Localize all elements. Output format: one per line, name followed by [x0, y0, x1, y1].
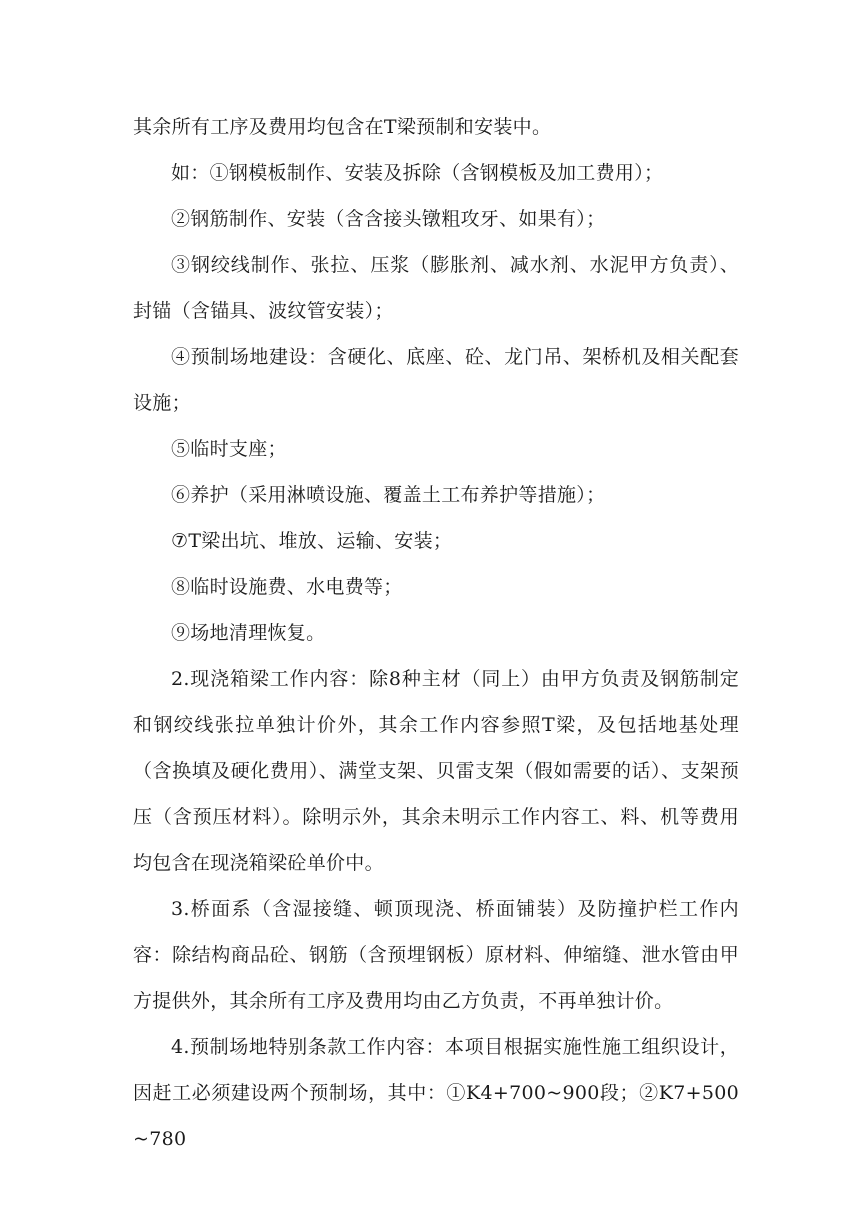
- paragraph-6: ⑤临时支座；: [171, 438, 287, 460]
- paragraph-5: ④预制场地建设：含硬化、底座、砼、龙门吊、架桥机及相关配套设施；: [133, 346, 739, 414]
- paragraph-2: 如：①钢模板制作、安装及拆除（含钢模板及加工费用）；: [171, 162, 664, 184]
- document-page: [133, 104, 739, 1162]
- paragraph-8: ⑦T梁出坑、堆放、运输、安装；: [171, 530, 453, 552]
- paragraph-9: ⑧临时设施费、水电费等；: [171, 576, 403, 598]
- paragraph-4: ③钢绞线制作、张拉、压浆（膨胀剂、减水剂、水泥甲方负责）、封锚（含锚具、波纹管安装）；: [133, 254, 739, 322]
- paragraph-3: ②钢筋制作、安装（含含接头镦粗攻牙、如果有）；: [171, 208, 606, 230]
- paragraph-10: ⑨场地清理恢复。: [171, 622, 326, 644]
- paragraph-1: 其余所有工序及费用均包含在T梁预制和安装中。: [133, 116, 552, 138]
- paragraph-7: ⑥养护（采用淋喷设施、覆盖土工布养护等措施）；: [171, 484, 606, 506]
- paragraph-11: 2.现浇箱梁工作内容：除8种主材（同上）由甲方负责及钢筋制定和钢绞线张拉单独计价外，其余工作内容参照T梁，及包括地基处理（含换填及硬化费用）、满堂支架、贝雷支架（假如需要的话）、支架预压（含预压材料）。除明示外，其余未明示工作内容工、料、机等费用均包含在现浇箱梁砼单价中。: [133, 668, 739, 874]
- paragraph-12: 3.桥面系（含湿接缝、顿顶现浇、桥面铺装）及防撞护栏工作内容：除结构商品砼、钢筋（含预埋钢板）原材料、伸缩缝、泄水管由甲方提供外，其余所有工序及费用均由乙方负责，不再单独计价。: [133, 898, 739, 1012]
- paragraph-13: 4.预制场地特别条款工作内容：本项目根据实施性施工组织设计，因赶工必须建设两个预制场，其中：①K4+700~900段；②K7+500~780: [133, 1036, 739, 1150]
